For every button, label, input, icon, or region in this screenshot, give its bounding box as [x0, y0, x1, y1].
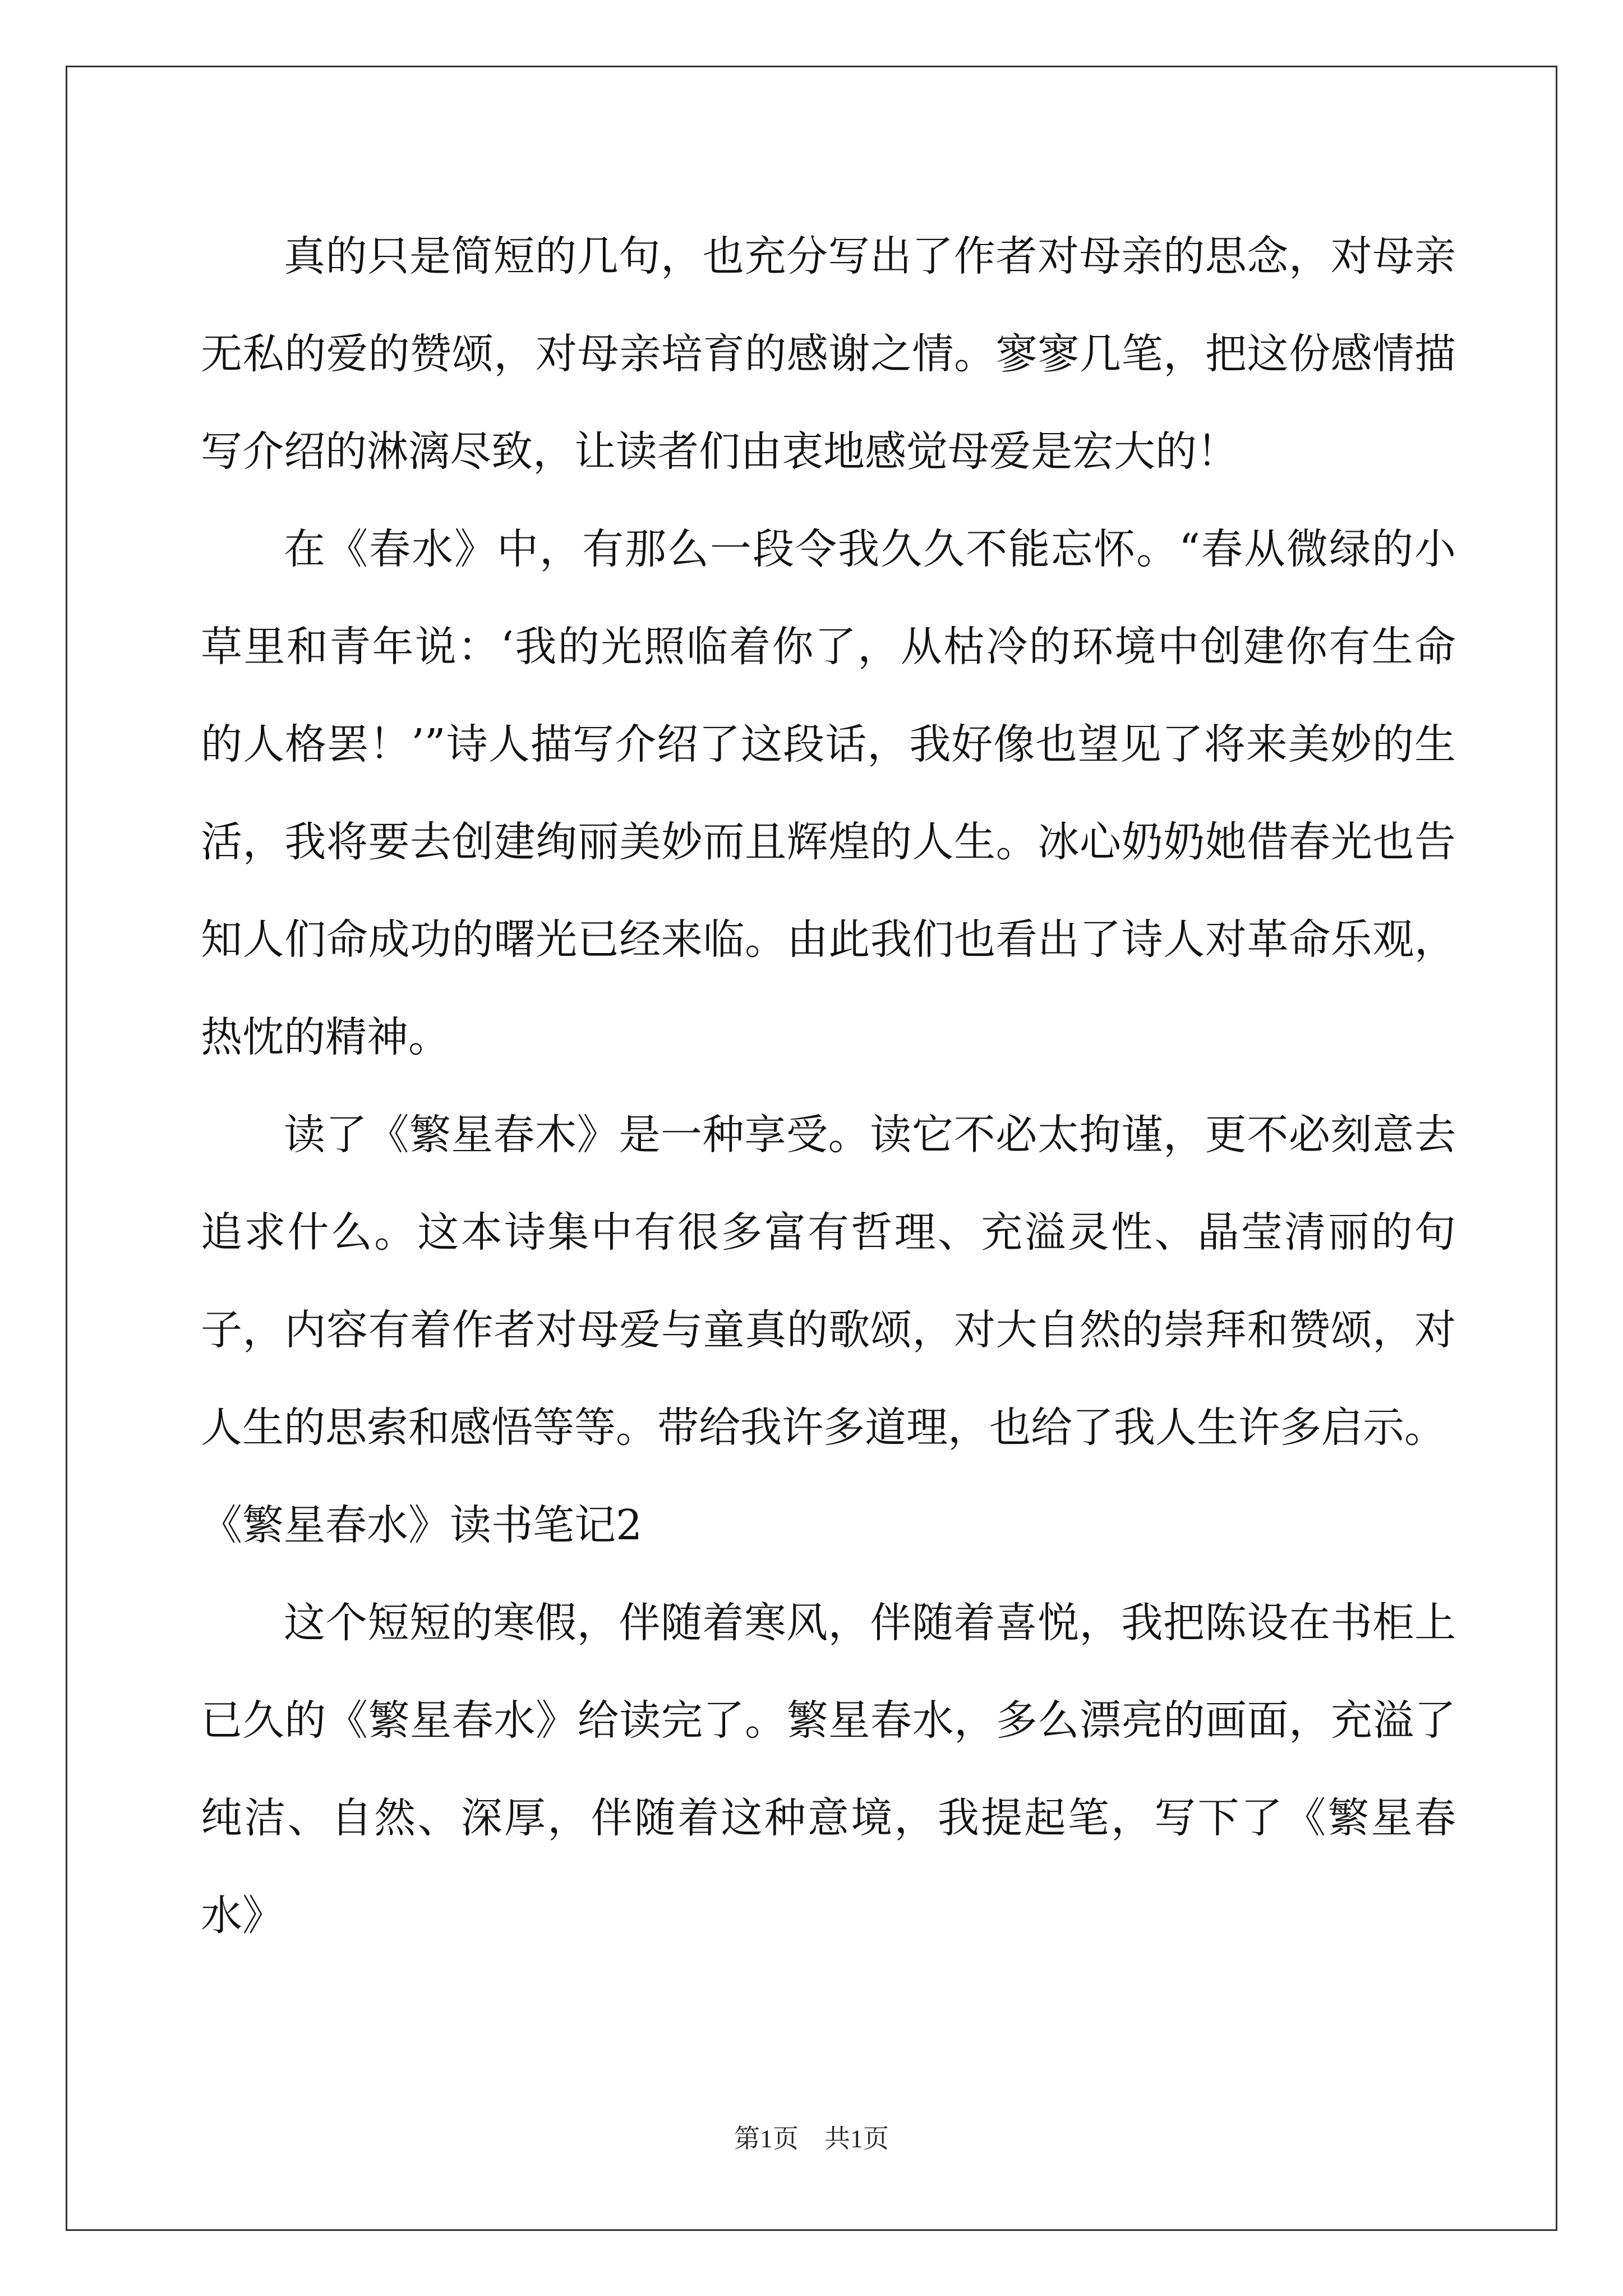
document-body — [201, 208, 1456, 1964]
paragraph-1: 真的只是简短的几句，也充分写出了作者对母亲的思念，对母亲无私的爱的赞颂，对母亲培育的感谢之情。寥寥几笔，把这份感情描写介绍的淋漓尽致，让读者们由衷地感觉母爱是宏大的！ — [201, 232, 1456, 476]
paragraph-4: 这个短短的寒假，伴随着寒风，伴随着喜悦，我把陈设在书柜上已久的《繁星春水》给读完了。繁星春水，多么漂亮的画面，充溢了纯洁、自然、深厚，伴随着这种意境，我提起笔，写下了《繁星春水》 — [201, 1599, 1456, 1940]
page-footer: 第1页 共1页 — [734, 2124, 889, 2153]
section-heading: 《繁星春水》读书笔记2 — [201, 1501, 643, 1549]
paragraph-3: 读了《繁星春木》是一种享受。读它不必太拘谨，更不必刻意去追求什么。这本诗集中有很多富有哲理、充溢灵性、晶莹清丽的句子，内容有着作者对母爱与童真的歌颂，对大自然的崇拜和赞颂，对人生的思索和感悟等等。带给我许多道理，也给了我人生许多启示。 — [201, 1111, 1456, 1452]
paragraph-2: 在《春水》中，有那么一段令我久久不能忘怀。“春从微绿的小草里和青年说：‘我的光照临着你了，从枯冷的环境中创建你有生命的人格罢！’”诗人描写介绍了这段话，我好像也望见了将来美妙的生活，我将要去创建绚丽美妙而且辉煌的人生。冰心奶奶她借春光也告知人们命成功的曙光已经来临。由此我们也看出了诗人对革命乐观，热忱的精神。 — [201, 525, 1456, 1061]
